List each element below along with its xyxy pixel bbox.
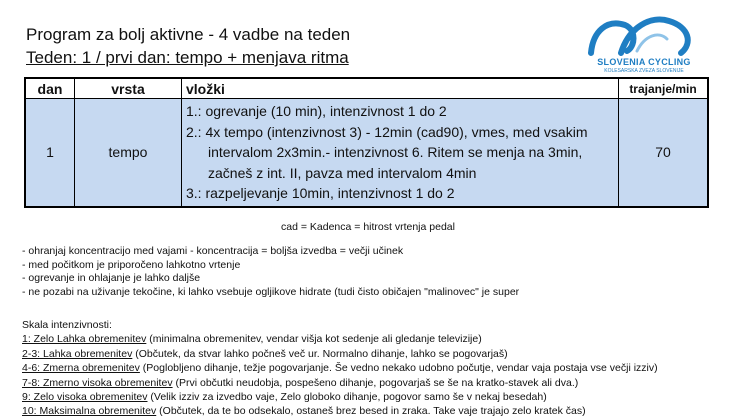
scale-level-label: 7-8: Zmerno visoka obremenitev	[22, 376, 173, 389]
cell-trajanje: 70	[619, 99, 709, 207]
scale-level-label: 9: Zelo visoka obremenitev	[22, 391, 148, 404]
page-title: Program za bolj aktivne - 4 vadbe na teden	[26, 25, 351, 44]
slovenia-cycling-logo	[585, 13, 703, 75]
note-item: - med počitkom je priporočeno lahkotno vrtenje	[22, 258, 241, 271]
page-subtitle: Teden: 1 / prvi dan: tempo + menjava ritma	[26, 48, 349, 67]
note-item: - ne pozabi na uživanje tekočine, ki lahko vsebuje ogljikove hidrate (tudi čisto običajen "malinovec" je super	[22, 285, 520, 298]
notes-list	[22, 245, 519, 299]
table-row	[25, 99, 708, 207]
scale-level-desc: (Poglobljeno dihanje, težje pogovarjanje. Še vedno nekako udobno počutje, vendar vaja postaja vse večji izziv)	[139, 362, 658, 375]
note-item: - ohranjaj koncentracijo med vajami - koncentracija = boljša izvedba = večji učinek	[22, 245, 404, 257]
scale-level	[22, 361, 658, 375]
vlozek-line: začneš z int. II, pavza med intervalom 4min	[208, 164, 477, 181]
header-dan: dan	[25, 78, 75, 99]
header-vlozki: vložki	[182, 78, 619, 99]
vlozek-line: 3.: razpeljevanje 10min, intenzivnost 1 do 2	[186, 185, 455, 201]
vlozek-line: intervalom 2x3min.- intenzivnost 6. Ritem se menja na 3min,	[208, 144, 583, 160]
scale-level-label: 1: Zelo Lahka obremenitev	[22, 333, 147, 346]
table-header-row	[25, 78, 708, 99]
scale-level-desc: (Velik izziv za izvedbo vaje, Zelo globoko dihanje, pogovor samo še v nekaj besedah)	[147, 391, 547, 404]
scale-level	[22, 347, 658, 361]
header-trajanje: trajanje/min	[619, 78, 709, 99]
scale-level-desc: (Občutek, da stvar lahko počneš več ur. Normalno dihanje, lahko se pogovarjaš)	[132, 347, 508, 360]
cadence-legend: cad = Kadenca = hitrost vrtenja pedal	[281, 221, 455, 233]
vlozek-line: 2.: 4x tempo (intenzivnost 3) - 12min (cad90), vmes, med vsakim	[186, 123, 588, 140]
cell-vrsta: tempo	[75, 99, 182, 207]
logo-name: SLOVENIA CYCLING	[597, 57, 691, 67]
scale-level-label: 10: Maksimalna obremenitev	[22, 405, 157, 418]
scale-level	[22, 332, 658, 346]
vlozek-line: 1.: ogrevanje (10 min), intenzivnost 1 do 2	[186, 103, 447, 119]
scale-level-desc: (minimalna obremenitev, vendar višja kot sedenje ali gledanje televizije)	[146, 333, 482, 346]
scale-level	[22, 404, 658, 418]
scale-level-label: 2-3: Lahka obremenitev	[22, 347, 133, 360]
scale-title: Skala intenzivnosti:	[22, 319, 112, 331]
intensity-scale	[22, 318, 658, 419]
scale-level	[22, 376, 658, 390]
scale-level-label: 4-6: Zmerna obremenitev	[22, 362, 140, 375]
cell-vlozki	[182, 99, 619, 207]
note-item: - ogrevanje in ohlajanje je lahko daljše	[22, 272, 201, 285]
header-vrsta: vrsta	[75, 78, 182, 99]
training-table	[24, 77, 709, 208]
scale-level	[22, 390, 658, 404]
scale-level-desc: (Občutek, da te bo odsekalo, ostaneš brez besed in zraka. Take vaje trajajo zelo kratek čas)	[156, 405, 586, 418]
logo-mark-icon	[585, 13, 703, 57]
scale-level-desc: (Prvi občutki neudobja, pospešeno dihanje, pogovarjaš se še na kratko-stavek ali dva.)	[172, 376, 579, 389]
cell-dan: 1	[25, 99, 75, 207]
logo-subname: KOLESARSKA ZVEZA SLOVENIJE	[604, 68, 684, 74]
